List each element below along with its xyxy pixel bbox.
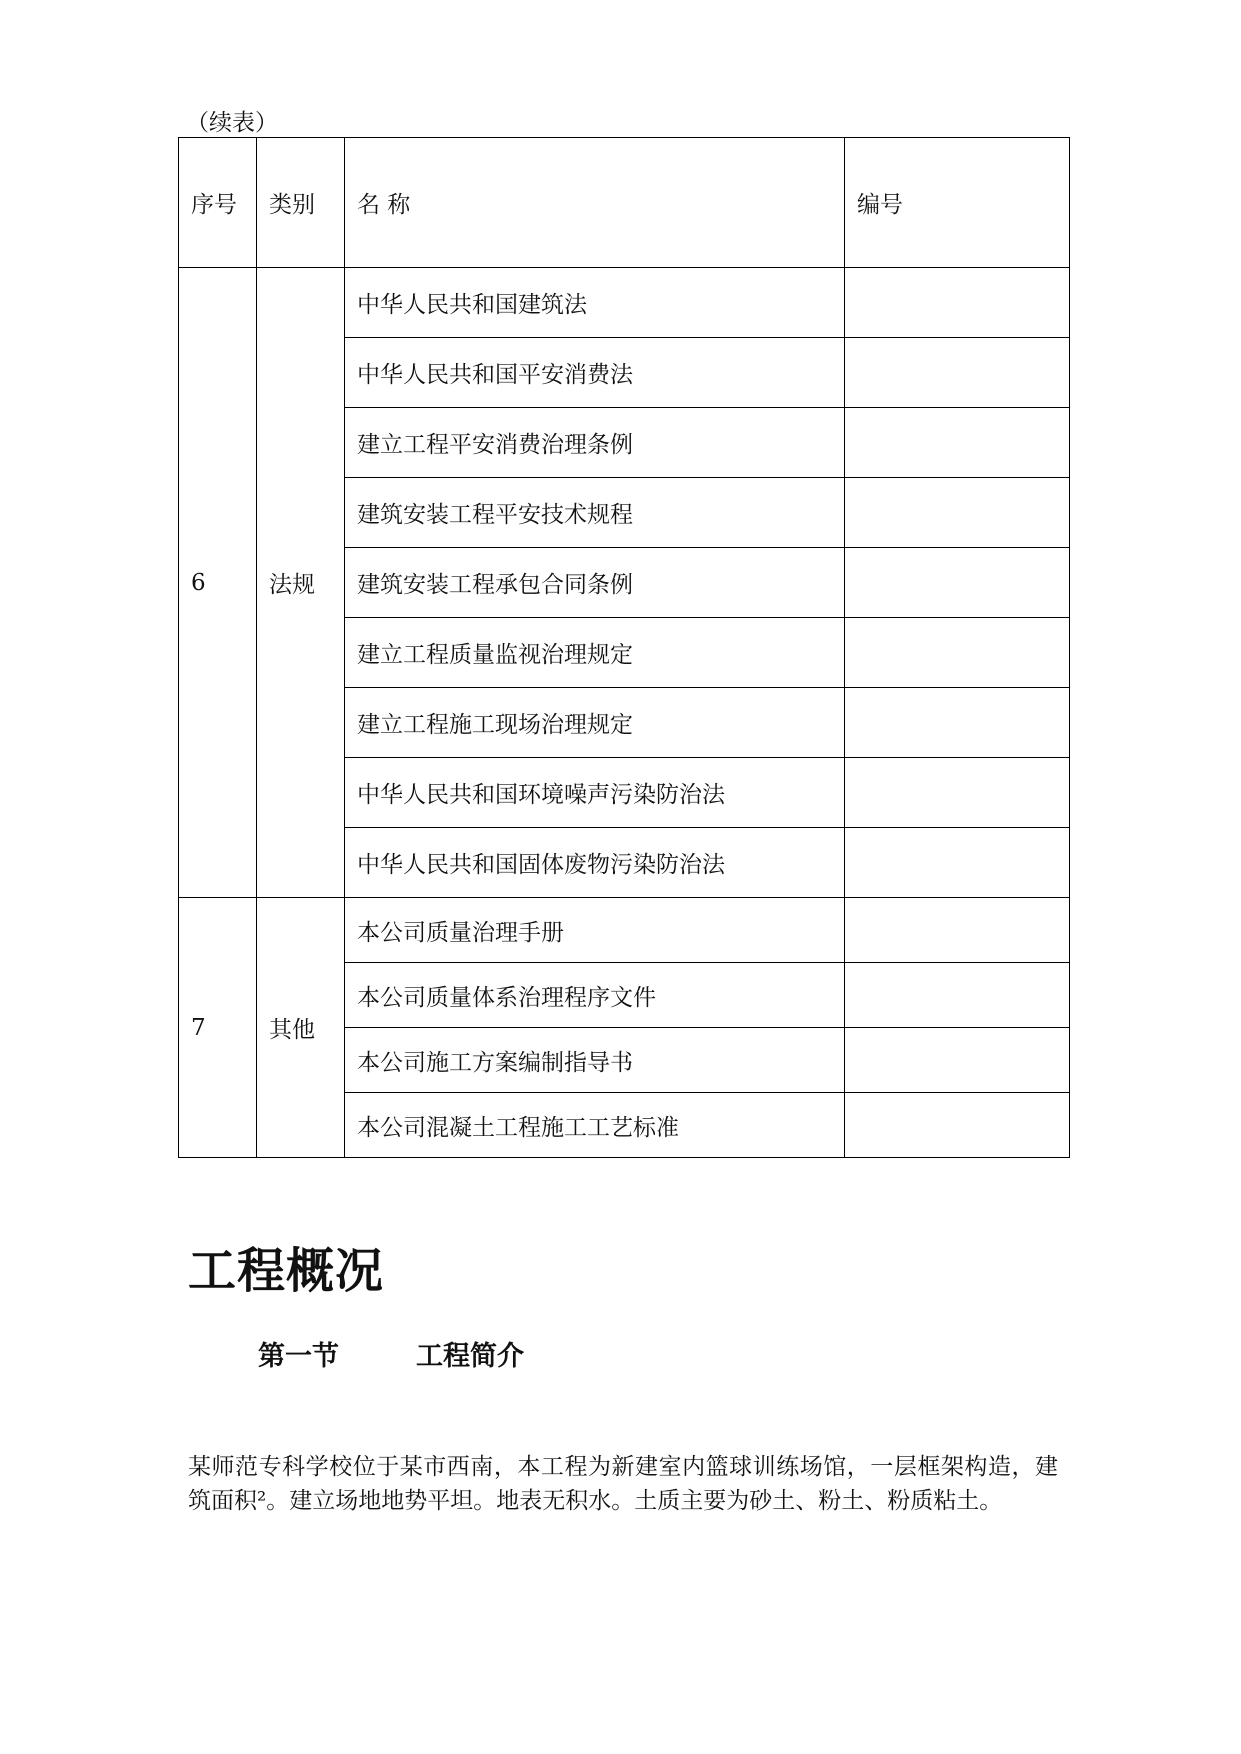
- document-code: [845, 1093, 1070, 1158]
- document-code: [845, 548, 1070, 618]
- group-seq: 7: [179, 898, 257, 1158]
- document-code: [845, 828, 1070, 898]
- header-category: 类别: [257, 138, 345, 268]
- document-code: [845, 898, 1070, 963]
- document-code: [845, 688, 1070, 758]
- project-intro-paragraph: 某师范专科学校位于某市西南，本工程为新建室内篮球训练场馆，一层框架构造，建筑面积²。建立场地地势平坦。地表无积水。土质主要为砂土、粉土、粉质粘土。: [188, 1454, 1058, 1514]
- group-category: 法规: [257, 268, 345, 898]
- document-name: 建筑安装工程承包合同条例: [345, 548, 845, 618]
- document-code: [845, 758, 1070, 828]
- document-code: [845, 963, 1070, 1028]
- table-header-row: [179, 138, 1070, 268]
- document-name: 中华人民共和国固体废物污染防治法: [345, 828, 845, 898]
- header-name: 名 称: [345, 138, 845, 268]
- document-code: [845, 408, 1070, 478]
- document-name: 中华人民共和国平安消费法: [345, 338, 845, 408]
- header-code: 编号: [845, 138, 1070, 268]
- chapter-heading: 工程概况: [188, 1243, 385, 1299]
- document-code: [845, 1028, 1070, 1093]
- table-row: [179, 898, 1070, 963]
- document-code: [845, 338, 1070, 408]
- document-code: [845, 618, 1070, 688]
- section-title: 工程简介: [416, 1341, 524, 1372]
- section-number: 第一节: [258, 1341, 339, 1372]
- header-seq: 序号: [179, 138, 257, 268]
- document-name: 本公司施工方案编制指导书: [345, 1028, 845, 1093]
- document-name: 建立工程平安消费治理条例: [345, 408, 845, 478]
- document-name: 本公司混凝土工程施工工艺标准: [345, 1093, 845, 1158]
- table-row: [179, 268, 1070, 338]
- document-name: 本公司质量体系治理程序文件: [345, 963, 845, 1028]
- document-name: 本公司质量治理手册: [345, 898, 845, 963]
- document-code: [845, 268, 1070, 338]
- document-name: 建立工程质量监视治理规定: [345, 618, 845, 688]
- document-name: 中华人民共和国建筑法: [345, 268, 845, 338]
- continued-table-label: （续表）: [186, 110, 278, 136]
- group-seq: 6: [179, 268, 257, 898]
- group-category: 其他: [257, 898, 345, 1158]
- document-name: 建立工程施工现场治理规定: [345, 688, 845, 758]
- regulations-table: [178, 137, 1070, 1158]
- document-name: 建筑安装工程平安技术规程: [345, 478, 845, 548]
- document-name: 中华人民共和国环境噪声污染防治法: [345, 758, 845, 828]
- document-code: [845, 478, 1070, 548]
